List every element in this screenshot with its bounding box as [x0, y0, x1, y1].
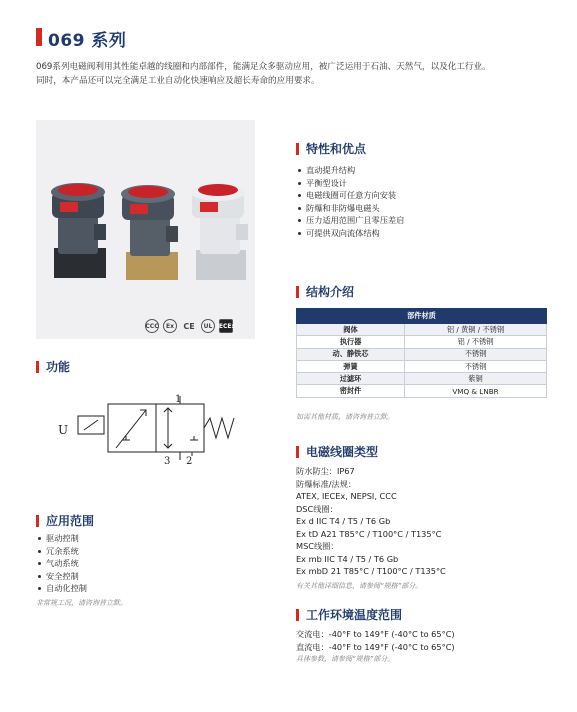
applications-heading-text: 应用范围: [46, 514, 95, 528]
coil-label: U: [58, 423, 69, 437]
spec-line: Ex mb IIC T4 / T5 / T6 Gb: [296, 553, 399, 564]
list-item: 防爆和非防爆电磁头: [296, 202, 404, 215]
part-cell: 执行器: [297, 336, 405, 348]
cert-ccc: CCC: [145, 319, 159, 333]
part-cell: 阀体: [297, 324, 405, 336]
features-heading: [296, 140, 366, 157]
spec-line: 防爆标准/法规：: [296, 478, 357, 489]
heading-accent-bar: [296, 609, 299, 621]
materials-table-header: 部件材质: [297, 309, 547, 324]
valve-function-symbol: [56, 392, 246, 468]
list-item: 电磁线圈可任意方向安装: [296, 189, 404, 202]
list-item: 驱动控制: [36, 532, 87, 545]
spec-line: DSC线圈：: [296, 503, 338, 514]
cert-ul: UL: [201, 319, 215, 333]
features-heading-text: 特性和优点: [306, 142, 367, 156]
temperature-specs: [296, 628, 455, 653]
spec-line: Ex tD A21 T85°C / T100°C / T135°C: [296, 528, 442, 539]
spec-line: 直流电：-40°F to 149°F (-40°C to 65°C): [296, 641, 455, 652]
applications-heading: [36, 512, 94, 529]
material-cell: 不锈钢: [405, 360, 547, 372]
heading-accent-bar: [296, 143, 299, 155]
port-3-label: 3: [164, 456, 171, 467]
spec-line: 防水防尘：IP67: [296, 466, 355, 476]
list-item: 平衡型设计: [296, 177, 404, 190]
heading-accent-bar: [296, 286, 299, 298]
coil-types-heading: [296, 443, 378, 460]
heading-accent-bar: [36, 515, 39, 527]
coil-types-specs: [296, 465, 446, 578]
table-row: [297, 336, 547, 348]
port-1-label: 1: [175, 394, 182, 405]
function-heading: [36, 358, 70, 375]
list-item: 冗余系统: [36, 545, 87, 558]
title-accent-bar: [36, 28, 42, 46]
valve-gray-image: [51, 183, 106, 278]
coil-types-note: 有关其他详细信息，请参阅“规格”部分。: [296, 582, 423, 590]
intro-paragraph: [36, 60, 551, 88]
list-item: 自动化控制: [36, 582, 87, 595]
intro-line-1: 069系列电磁阀利用其性能卓越的线圈和内部部件，能满足众多驱动应用，被广泛运用于石油、天然气，以及化工行业。: [36, 62, 491, 72]
table-row: [297, 348, 547, 360]
table-row: [297, 324, 547, 336]
list-item: 可提供双向流体结构: [296, 227, 404, 240]
cert-ce: CE: [183, 321, 195, 331]
material-cell: 不锈钢: [405, 348, 547, 360]
table-row: [297, 360, 547, 372]
heading-accent-bar: [36, 361, 39, 373]
temperature-note: 具体参数，请参阅“规格”部分。: [296, 655, 395, 663]
part-cell: 弹簧: [297, 360, 405, 372]
list-item: 直动提升结构: [296, 164, 404, 177]
table-row: [297, 373, 547, 385]
function-heading-text: 功能: [46, 360, 71, 374]
list-item: 气动系统: [36, 557, 87, 570]
part-cell: 密封件: [297, 385, 405, 397]
features-list: [296, 164, 404, 240]
materials-table: [296, 308, 547, 398]
structure-note: 如需其他材质，请咨询普立默。: [296, 413, 394, 421]
port-2-label: 2: [186, 456, 193, 467]
spec-line: MSC线圈：: [296, 541, 339, 551]
structure-heading-text: 结构介绍: [306, 285, 355, 299]
spec-line: 交流电：-40°F to 149°F (-40°C to 65°C): [296, 629, 455, 639]
material-cell: 紫铜: [405, 373, 547, 385]
intro-line-2: 同时，本产品还可以完全满足工业自动化快速响应及超长寿命的应用要求。: [36, 76, 320, 86]
applications-list: [36, 532, 87, 595]
material-cell: 铝 / 黄铜 / 不锈钢: [405, 324, 547, 336]
material-cell: VMQ & LNBR: [405, 385, 547, 397]
valve-stainless-image: [191, 183, 248, 280]
part-cell: 过滤环: [297, 373, 405, 385]
structure-heading: [296, 283, 354, 300]
table-row: [297, 385, 547, 397]
temperature-heading-text: 工作环境温度范围: [306, 608, 403, 622]
cert-iecex: IECEx: [219, 319, 233, 333]
spec-line: Ex mbD 21 T85°C / T100°C / T135°C: [296, 566, 446, 576]
heading-accent-bar: [296, 446, 299, 458]
spec-line: Ex d IIC T4 / T5 / T6 Gb: [296, 516, 391, 526]
certification-marks: [145, 319, 236, 333]
product-image: [36, 120, 255, 339]
material-cell: 铝 / 不锈钢: [405, 336, 547, 348]
applications-note: 非常规工况，请咨询普立默。: [36, 599, 127, 607]
coil-types-heading-text: 电磁线圈类型: [306, 445, 379, 459]
cert-ex: Ex: [163, 319, 177, 333]
page-title: 069 系列: [48, 31, 127, 51]
list-item: 压力适用范围广且零压差启: [296, 214, 404, 227]
temperature-heading: [296, 606, 402, 623]
valve-brass-image: [121, 185, 178, 280]
part-cell: 动、静铁芯: [297, 348, 405, 360]
spec-line: ATEX, IECEx, NEPSI, CCC: [296, 491, 397, 501]
list-item: 安全控制: [36, 570, 87, 583]
